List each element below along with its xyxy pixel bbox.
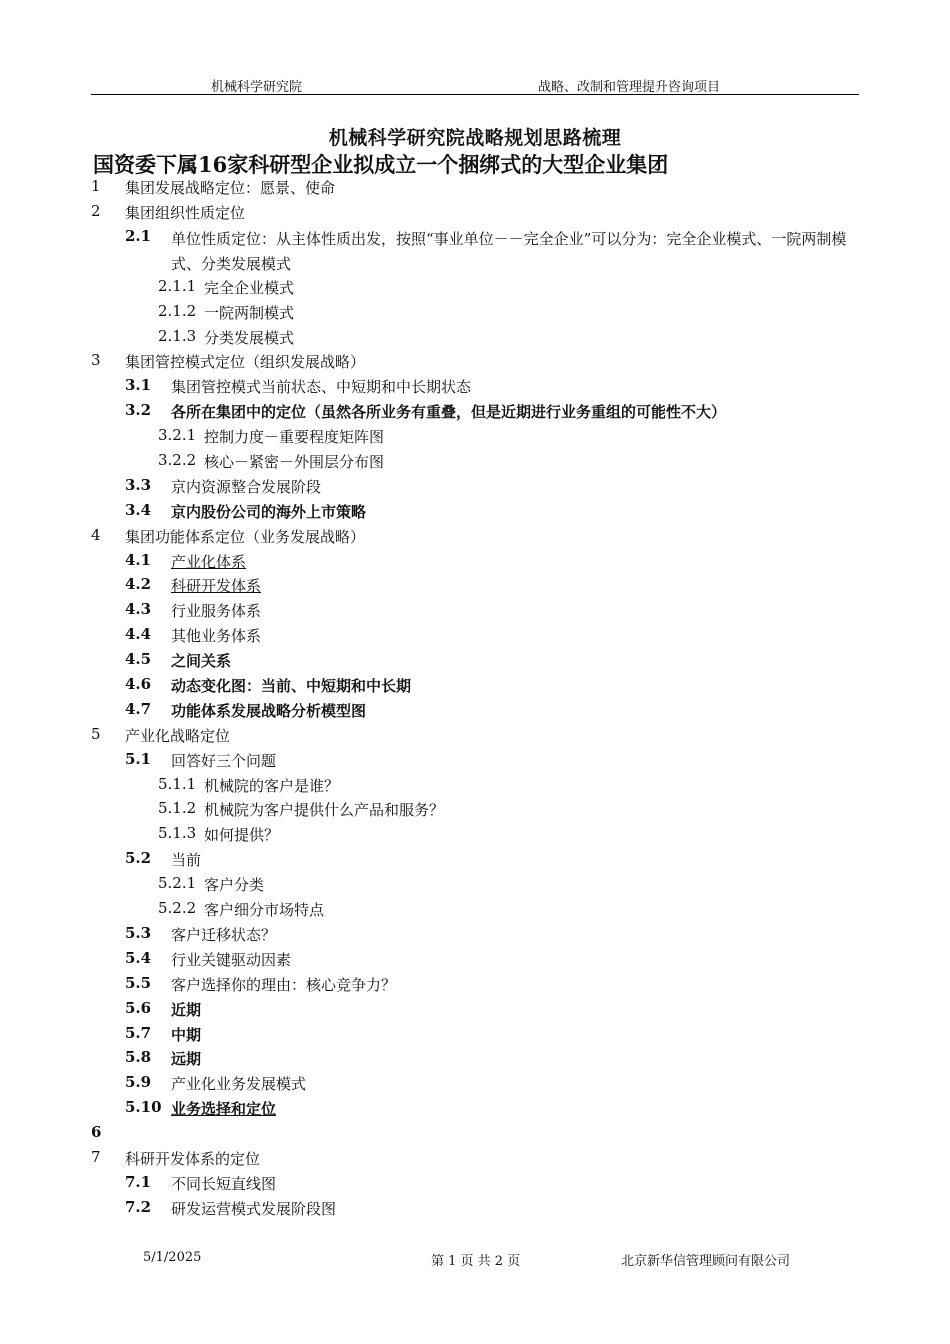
outline-number: 3 — [91, 351, 101, 370]
outline-text: 不同长短直线图 — [171, 1174, 277, 1193]
outline-number: 1 — [91, 177, 101, 195]
outline-text: 业务选择和定位 — [171, 1100, 277, 1119]
outline-text: 集团发展战略定位：愿景、使命 — [125, 179, 336, 197]
footer-page-number: 第 1 页 共 2 页 — [431, 1254, 521, 1269]
outline-number: 3.4 — [125, 500, 152, 519]
outline-item — [0, 698, 950, 723]
outline-number: 3.1 — [125, 376, 152, 395]
outline-number: 2.1 — [125, 226, 152, 245]
outline-number: 7 — [91, 1147, 101, 1166]
outline-text: 集团管控模式定位（组织发展战略） — [125, 353, 366, 372]
outline-item — [0, 1071, 950, 1096]
outline-number: 5.7 — [125, 1023, 152, 1042]
outline-item — [0, 225, 950, 275]
outline-number: 5.5 — [125, 973, 152, 992]
outline-item — [0, 997, 950, 1022]
outline-number: 5.4 — [125, 948, 152, 967]
outline-item — [0, 399, 950, 424]
outline-text: 客户迁移状态？ — [171, 925, 277, 944]
outline-text: 控制力度－重要程度矩阵图 — [204, 428, 385, 447]
outline-text: 完全企业模式 — [204, 278, 295, 297]
outline-item — [0, 673, 950, 698]
outline-item — [0, 773, 950, 798]
outline-number: 7.1 — [125, 1172, 152, 1191]
outline-item — [0, 1196, 950, 1221]
document-title: 机械科学研究院战略规划思路梳理 — [328, 127, 622, 149]
outline-text: 产业化战略定位 — [125, 726, 231, 745]
document-subtitle: 国资委下属16家科研型企业拟成立一个捆绑式的大型企业集团 — [93, 152, 669, 177]
outline-item — [0, 1171, 950, 1196]
outline-item — [0, 822, 950, 847]
outline-number: 4.5 — [125, 650, 152, 669]
outline-item — [0, 1121, 950, 1146]
outline-text: 动态变化图：当前、中短期和中长期 — [171, 677, 412, 696]
outline-item — [0, 598, 950, 623]
outline-item — [0, 349, 950, 374]
outline-number: 5.1.3 — [158, 824, 197, 843]
outline-item — [0, 872, 950, 897]
header-left-text: 机械科学研究院 — [211, 80, 303, 95]
outline-item — [0, 499, 950, 524]
outline-text: 京内股份公司的海外上市策略 — [171, 502, 367, 521]
outline-number: 4 — [91, 525, 101, 544]
outline-item — [0, 1046, 950, 1071]
outline-item — [0, 972, 950, 997]
outline-number: 3.2 — [125, 401, 152, 420]
outline-text: 回答好三个问题 — [171, 751, 277, 770]
outline-number: 5 — [91, 724, 101, 743]
outline-text: 各所在集团中的定位（虽然各所业务有重叠，但是近期进行业务重组的可能性不大） — [171, 403, 727, 422]
outline-text: 核心－紧密－外围层分布图 — [204, 453, 385, 472]
outline-number: 5.1.1 — [158, 774, 197, 793]
outline-item — [0, 200, 950, 225]
outline-item — [0, 300, 950, 325]
outline-item — [0, 648, 950, 673]
outline-number: 5.10 — [125, 1098, 162, 1117]
outline-text: 一院两制模式 — [204, 303, 295, 322]
outline-number: 2.1.2 — [158, 301, 197, 320]
outline-number: 5.9 — [125, 1073, 152, 1092]
outline-text: 行业关键驱动因素 — [171, 950, 292, 969]
outline-text: 产业化体系 — [171, 552, 247, 571]
outline-text: 客户分类 — [204, 876, 265, 895]
outline-text: 科研开发体系的定位 — [125, 1149, 261, 1168]
outline-number: 5.3 — [125, 923, 152, 942]
outline-text: 京内资源整合发展阶段 — [171, 477, 322, 496]
outline-item — [0, 424, 950, 449]
outline-item — [0, 275, 950, 300]
outline-number: 3.2.2 — [158, 451, 197, 470]
outline-item — [0, 449, 950, 474]
outline-text: 如何提供？ — [204, 826, 280, 845]
outline-item — [0, 374, 950, 399]
outline-item — [0, 748, 950, 773]
outline-number: 2.1.3 — [158, 326, 197, 345]
outline-text: 中期 — [171, 1025, 202, 1044]
outline-number: 5.1 — [125, 749, 152, 768]
outline-item — [0, 474, 950, 499]
outline-item — [0, 549, 950, 574]
outline-text: 远期 — [171, 1050, 202, 1069]
page-header — [91, 74, 859, 95]
outline-number: 7.2 — [125, 1197, 152, 1216]
outline-number: 3.3 — [125, 475, 152, 494]
outline-number: 5.2.2 — [158, 899, 197, 918]
outline-text: 集团管控模式当前状态、中短期和中长期状态 — [171, 378, 472, 397]
outline-text: 其他业务体系 — [171, 627, 262, 646]
outline-number: 4.3 — [125, 600, 152, 619]
outline-number: 5.6 — [125, 998, 152, 1017]
outline-number: 2.1.1 — [158, 276, 197, 295]
outline-item — [0, 573, 950, 598]
outline-item — [0, 922, 950, 947]
outline-text: 单位性质定位：从主体性质出发，按照“事业单位－－完全企业”可以分为：完全企业模式、一院两制模式、分类发展模式 — [171, 229, 847, 273]
outline-text: 研发运营模式发展阶段图 — [171, 1199, 337, 1218]
outline-text: 机械院为客户提供什么产品和服务？ — [204, 801, 445, 820]
outline-text: 科研开发体系 — [171, 577, 262, 596]
outline-item — [0, 325, 950, 350]
outline-item — [0, 723, 950, 748]
outline-number: 4.1 — [125, 550, 152, 569]
outline-item — [0, 524, 950, 549]
outline-text: 客户细分市场特点 — [204, 901, 325, 920]
outline-text: 之间关系 — [171, 652, 232, 671]
outline-number: 5.1.2 — [158, 799, 197, 818]
outline-text: 产业化业务发展模式 — [171, 1075, 307, 1094]
footer-date: 5/1/2025 — [143, 1250, 202, 1265]
outline-text: 当前 — [171, 851, 202, 870]
outline-text: 集团组织性质定位 — [125, 203, 246, 222]
outline-number: 5.8 — [125, 1048, 152, 1067]
outline-item — [0, 947, 950, 972]
header-right-text: 战略、改制和管理提升咨询项目 — [538, 80, 721, 95]
outline-item — [0, 1096, 950, 1121]
outline-number: 4.2 — [125, 575, 152, 594]
outline-text: 分类发展模式 — [204, 328, 295, 347]
outline-text: 机械院的客户是谁？ — [204, 776, 340, 795]
outline-text: 客户选择你的理由：核心竞争力？ — [171, 975, 397, 994]
outline-item — [0, 1022, 950, 1047]
outline-text: 近期 — [171, 1000, 202, 1019]
outline-item — [0, 175, 950, 200]
footer-company: 北京新华信管理顾问有限公司 — [621, 1254, 791, 1269]
outline-list — [0, 175, 950, 1221]
outline-text: 行业服务体系 — [171, 602, 262, 621]
outline-item — [0, 797, 950, 822]
outline-number: 4.4 — [125, 625, 152, 644]
outline-number: 3.2.1 — [158, 426, 197, 445]
outline-item — [0, 897, 950, 922]
outline-item — [0, 1146, 950, 1171]
outline-number: 4.7 — [125, 699, 152, 718]
outline-number: 4.6 — [125, 675, 152, 694]
outline-number: 5.2 — [125, 849, 152, 868]
outline-text: 功能体系发展战略分析模型图 — [171, 701, 367, 720]
outline-item — [0, 847, 950, 872]
outline-item — [0, 623, 950, 648]
outline-number: 2 — [91, 201, 101, 220]
outline-number: 5.2.1 — [158, 874, 197, 893]
outline-text: 集团功能体系定位（业务发展战略） — [125, 527, 366, 546]
outline-number: 6 — [91, 1123, 102, 1142]
